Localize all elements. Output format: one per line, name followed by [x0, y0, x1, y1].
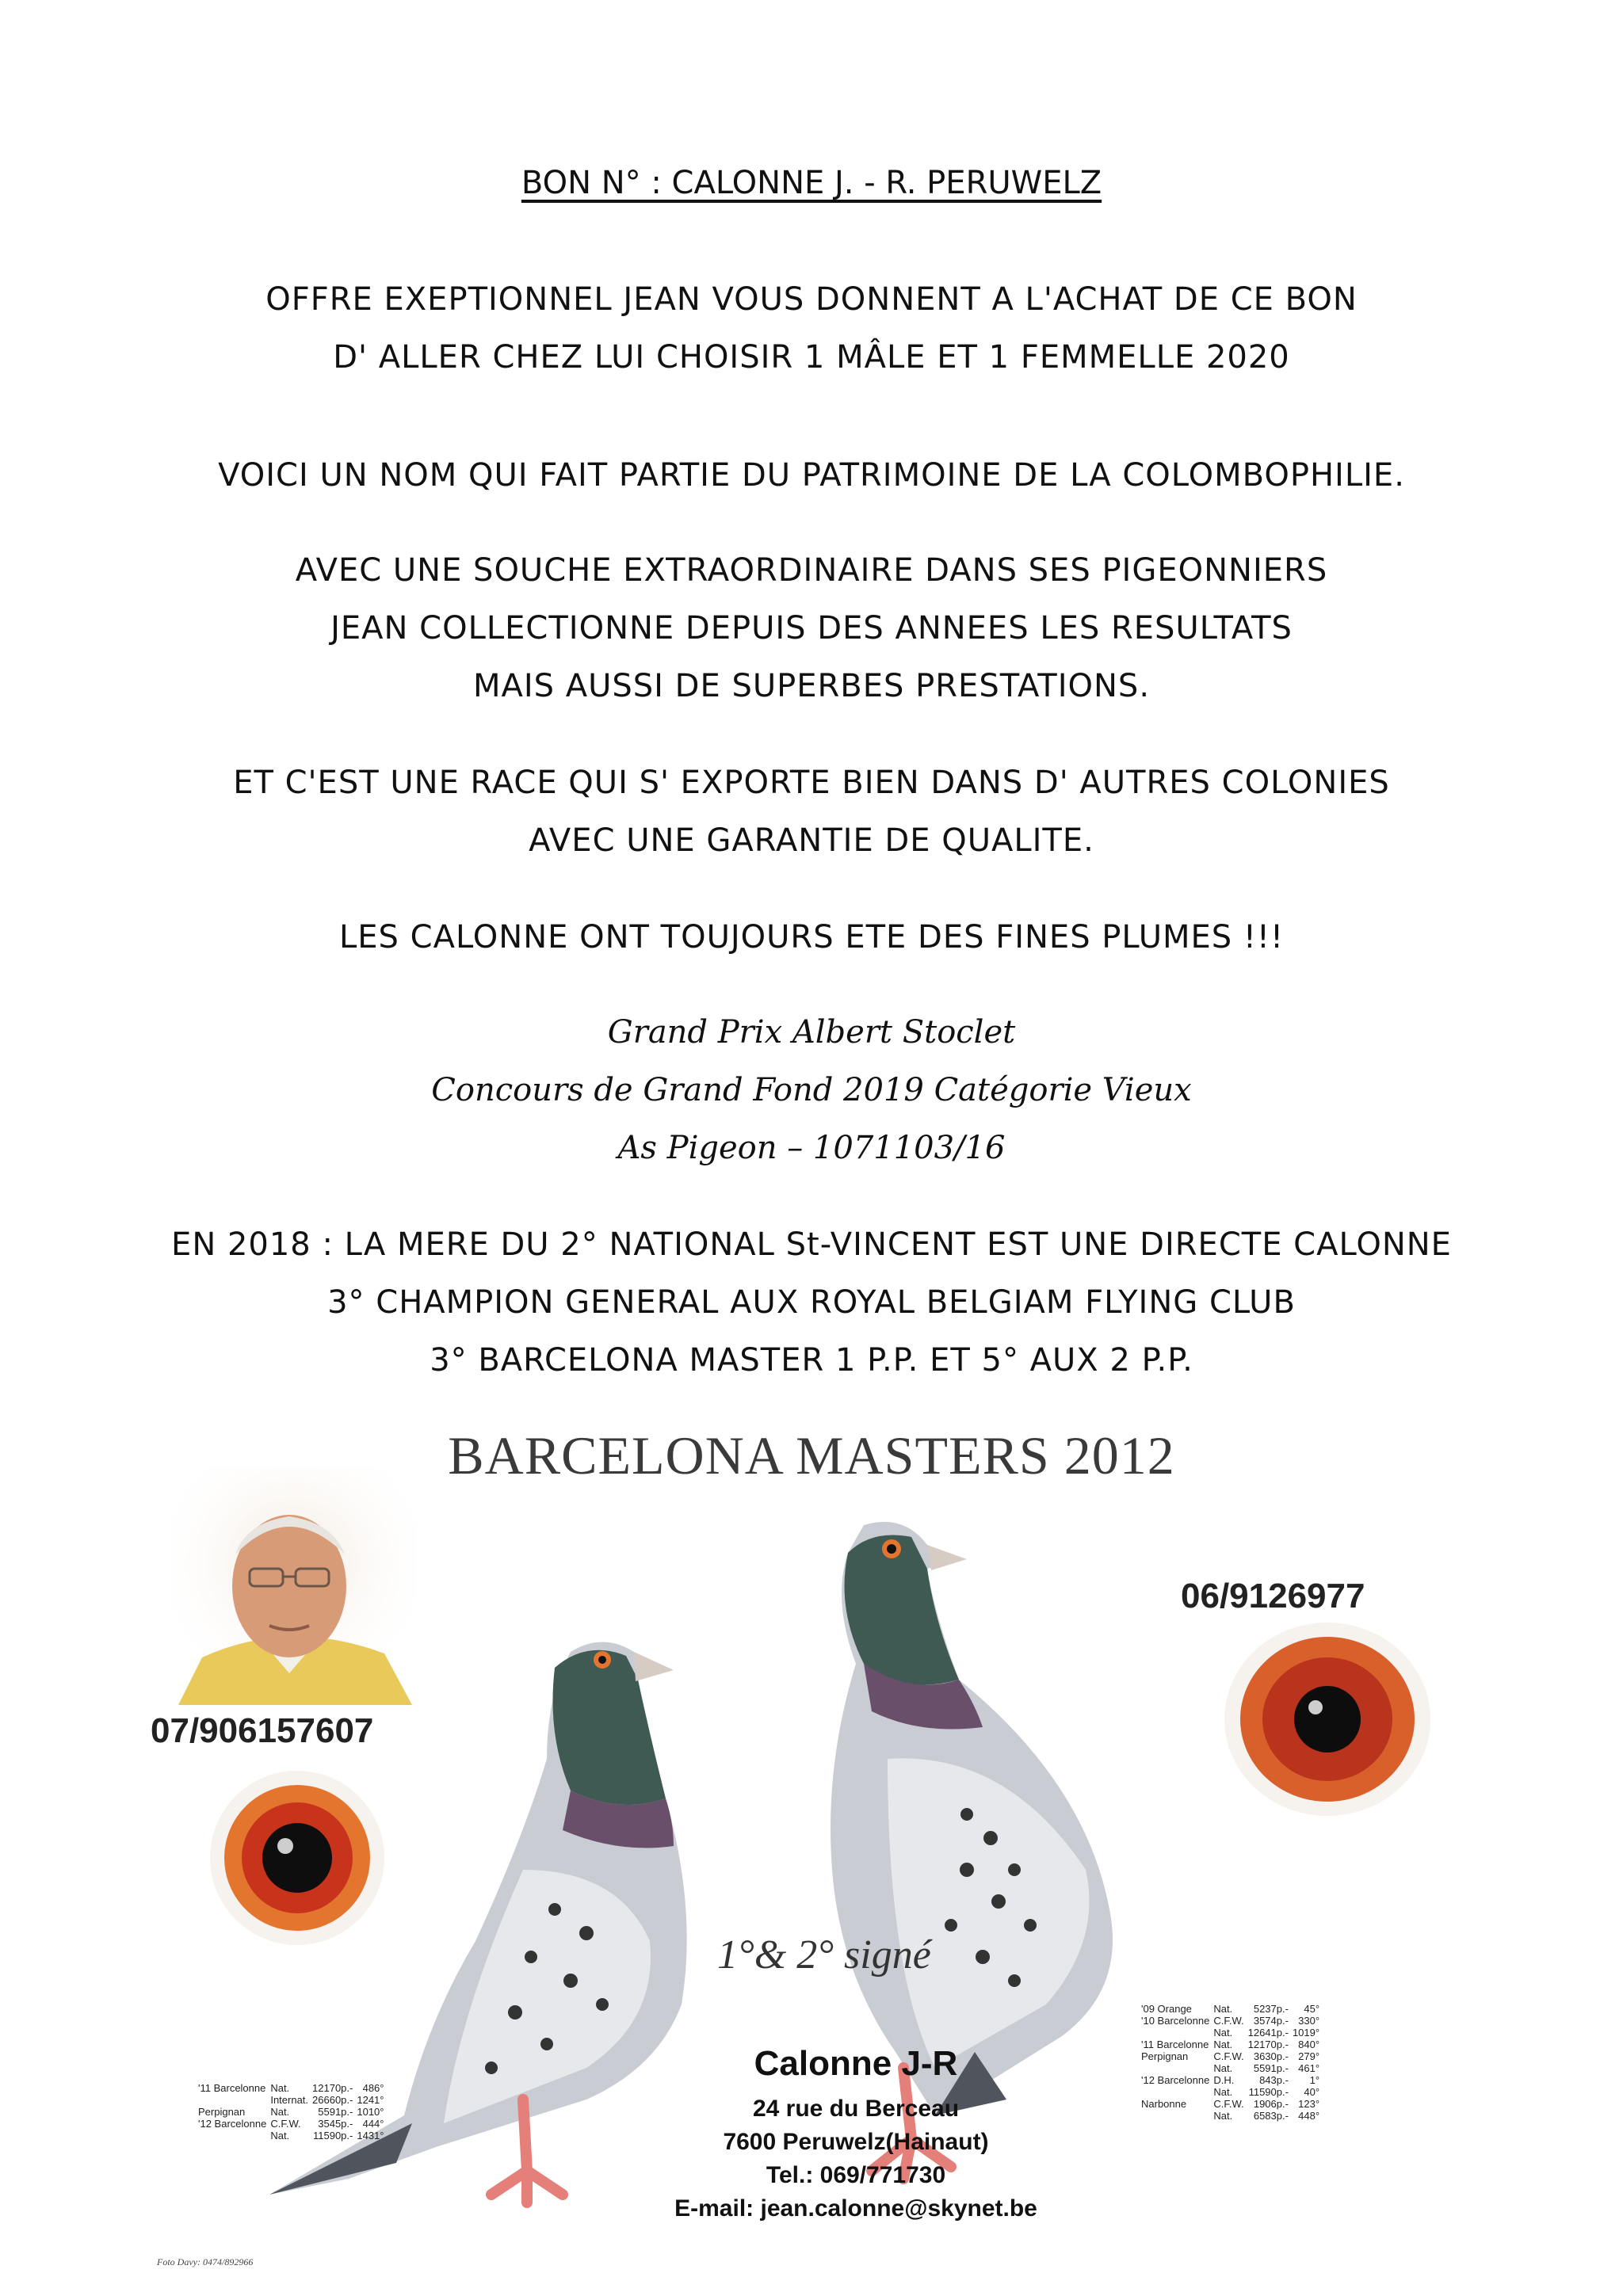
table-cell — [198, 2130, 270, 2142]
photo-credit: Foto Davy: 0474/892966 — [157, 2256, 254, 2267]
table-cell: 12170p.- — [1247, 2039, 1289, 2050]
barcelona-masters-flyer — [0, 1418, 1623, 2296]
table-cell: C.F.W. — [1213, 2098, 1244, 2110]
ring-number-right: 06/9126977 — [1181, 1577, 1365, 1615]
table-cell: 5237p.- — [1253, 2003, 1289, 2015]
offer-line-1: OFFRE EXEPTIONNEL JEAN VOUS DONNENT A L'ACHAT DE CE BON — [265, 281, 1358, 318]
feathers-line: LES CALONNE ONT TOUJOURS ETE DES FINES PLUMES !!! — [338, 919, 1284, 955]
flyer-title: BARCELONA MASTERS 2012 — [448, 1425, 1175, 1486]
table-cell: Internat. — [270, 2094, 309, 2106]
table-row — [1141, 2039, 1323, 2050]
table-cell: '12 Barcelonne — [1141, 2074, 1210, 2086]
table-cell: Nat. — [1213, 2110, 1233, 2122]
table-row — [1141, 2098, 1323, 2110]
table-cell: Perpignan — [1141, 2050, 1189, 2062]
table-cell: '11 Barcelonne — [1141, 2039, 1209, 2050]
table-row — [1141, 2015, 1323, 2027]
export-line-1: ET C'EST UNE RACE QUI S' EXPORTE BIEN DANS D' AUTRES COLONIES — [233, 765, 1390, 801]
table-cell: 461° — [1298, 2062, 1320, 2074]
table-cell: C.F.W. — [1213, 2050, 1244, 2062]
table-row — [198, 2106, 388, 2118]
table-cell: D.H. — [1213, 2074, 1235, 2086]
table-cell: Nat. — [1213, 2039, 1233, 2050]
prize-line-2: Concours de Grand Fond 2019 Catégorie Vieux — [431, 1072, 1192, 1108]
table-cell: 3574p.- — [1253, 2015, 1289, 2027]
table-cell: Nat. — [270, 2082, 290, 2094]
results-line-1: EN 2018 : LA MERE DU 2° NATIONAL St-VINCENT EST UNE DIRECTE CALONNE — [171, 1226, 1452, 1263]
table-row — [1141, 2074, 1323, 2086]
table-cell: Nat. — [1213, 2003, 1233, 2015]
table-cell: 3545p.- — [318, 2118, 353, 2130]
table-cell: Nat. — [1213, 2086, 1233, 2098]
ring-number-left: 07/906157607 — [151, 1711, 374, 1750]
table-cell: 123° — [1298, 2098, 1320, 2110]
table-cell: '11 Barcelonne — [198, 2082, 266, 2094]
table-cell: 5591p.- — [318, 2106, 353, 2118]
offer-line-2: D' ALLER CHEZ LUI CHOISIR 1 MÂLE ET 1 FEMMELLE 2020 — [333, 339, 1290, 376]
table-cell: 6583p.- — [1253, 2110, 1289, 2122]
table-row — [1141, 2050, 1323, 2062]
table-cell: 279° — [1298, 2050, 1320, 2062]
results-table-left — [198, 2082, 388, 2142]
table-cell: 1241° — [357, 2094, 384, 2106]
table-cell: 12641p.- — [1247, 2027, 1289, 2039]
table-row — [1141, 2027, 1323, 2039]
table-cell: Nat. — [270, 2130, 290, 2142]
results-table-right — [1141, 2003, 1323, 2122]
table-cell: Nat. — [1213, 2062, 1233, 2074]
table-cell: 11590p.- — [1248, 2086, 1289, 2098]
table-cell — [1141, 2027, 1213, 2039]
table-cell — [1141, 2110, 1213, 2122]
table-cell: 448° — [1298, 2110, 1320, 2122]
signed-label: 1°& 2° signé — [717, 1932, 931, 1978]
table-cell: 3630p.- — [1253, 2050, 1289, 2062]
table-cell — [198, 2094, 270, 2106]
table-cell: 1010° — [357, 2106, 384, 2118]
owner-street: 24 rue du Berceau — [752, 2096, 960, 2122]
results-line-3: 3° BARCELONA MASTER 1 P.P. ET 5° AUX 2 P.P. — [430, 1342, 1193, 1379]
table-row — [1141, 2110, 1323, 2122]
table-cell: 45° — [1304, 2003, 1320, 2015]
table-cell: 486° — [362, 2082, 384, 2094]
table-cell: 1431° — [357, 2130, 384, 2142]
heritage-line: VOICI UN NOM QUI FAIT PARTIE DU PATRIMOINE DE LA COLOMBOPHILIE. — [218, 457, 1405, 494]
table-cell: C.F.W. — [1213, 2015, 1244, 2027]
table-cell: 444° — [362, 2118, 384, 2130]
table-row — [1141, 2062, 1323, 2074]
table-cell: 1019° — [1292, 2027, 1320, 2039]
owner-name: Calonne J-R — [754, 2044, 958, 2083]
table-cell: 330° — [1298, 2015, 1320, 2027]
table-cell: 1906p.- — [1253, 2098, 1289, 2110]
table-row — [1141, 2086, 1323, 2098]
table-cell: 1° — [1309, 2074, 1320, 2086]
table-cell: Nat. — [1213, 2027, 1233, 2039]
owner-phone: Tel.: 069/771730 — [766, 2162, 946, 2188]
voucher-title: BON N° : CALONNE J. - R. PERUWELZ — [521, 165, 1102, 201]
owner-city: 7600 Peruwelz(Hainaut) — [723, 2129, 989, 2155]
table-cell: 12170p.- — [312, 2082, 353, 2094]
table-row — [1141, 2003, 1323, 2015]
table-row — [198, 2130, 388, 2142]
table-row — [198, 2118, 388, 2130]
table-cell — [1141, 2086, 1213, 2098]
owner-email: E-mail: jean.calonne@skynet.be — [674, 2195, 1037, 2222]
table-row — [198, 2094, 388, 2106]
strain-line-3: MAIS AUSSI DE SUPERBES PRESTATIONS. — [472, 668, 1151, 704]
results-line-2: 3° CHAMPION GENERAL AUX ROYAL BELGIAM FLYING CLUB — [327, 1284, 1296, 1321]
table-cell: 843p.- — [1259, 2074, 1289, 2086]
table-cell: Perpignan — [198, 2106, 246, 2118]
table-cell: 5591p.- — [1253, 2062, 1289, 2074]
table-cell: 11590p.- — [313, 2130, 353, 2142]
table-cell: Narbonne — [1141, 2098, 1187, 2110]
table-cell: '09 Orange — [1141, 2003, 1192, 2015]
strain-line-1: AVEC UNE SOUCHE EXTRAORDINAIRE DANS SES PIGEONNIERS — [295, 552, 1328, 589]
table-cell: '12 Barcelonne — [198, 2118, 267, 2130]
table-cell: Nat. — [270, 2106, 290, 2118]
prize-line-3: As Pigeon – 1071103/16 — [617, 1130, 1006, 1166]
table-cell: '10 Barcelonne — [1141, 2015, 1210, 2027]
strain-line-2: JEAN COLLECTIONNE DEPUIS DES ANNEES LES RESULTATS — [330, 610, 1293, 646]
table-row — [198, 2082, 388, 2094]
table-cell: 40° — [1304, 2086, 1320, 2098]
table-cell: 26660p.- — [312, 2094, 353, 2106]
table-cell — [1141, 2062, 1213, 2074]
table-cell: C.F.W. — [270, 2118, 301, 2130]
table-cell: 840° — [1298, 2039, 1320, 2050]
prize-line-1: Grand Prix Albert Stoclet — [607, 1014, 1016, 1051]
export-line-2: AVEC UNE GARANTIE DE QUALITE. — [529, 822, 1094, 859]
